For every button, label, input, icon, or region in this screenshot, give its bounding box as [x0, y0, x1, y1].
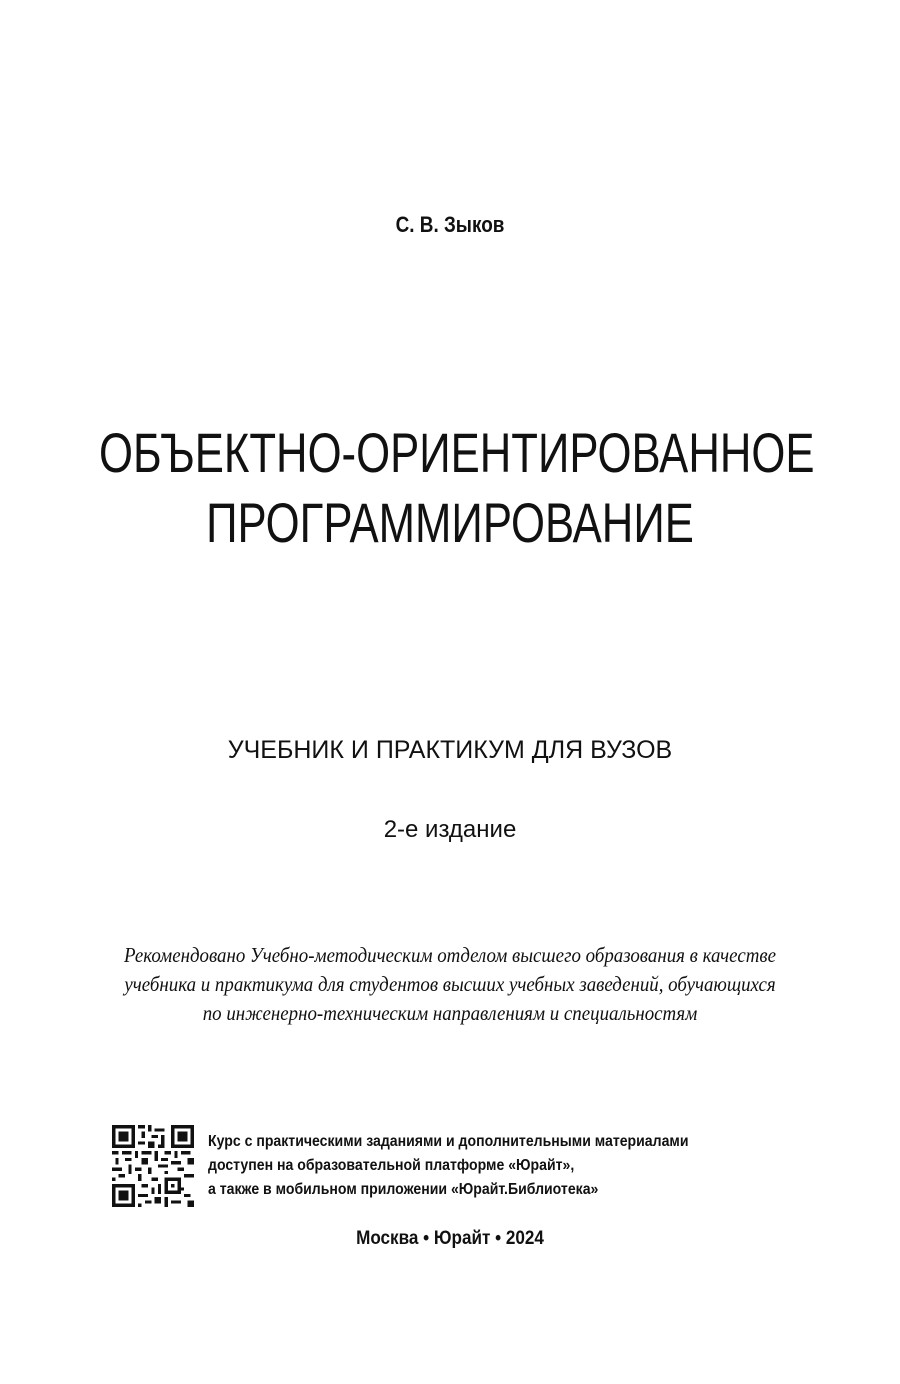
book-title-line-2: ПРОГРАММИРОВАНИЕ	[206, 491, 694, 554]
author-name: С. В. Зыков	[395, 212, 505, 237]
recommendation-line-2: учебника и практикума для студентов высших учебных заведений, обучающихся	[124, 972, 776, 996]
recommendation-line-3: по инженерно-техническим направлениям и специальностям	[202, 1001, 698, 1025]
book-subtitle: УЧЕБНИК И ПРАКТИКУМ ДЛЯ ВУЗОВ	[227, 736, 673, 764]
course-info-line-1: Курс с практическими заданиями и дополнительными материалами	[208, 1133, 689, 1150]
course-info-line-2: доступен на образовательной платформе «Юрайт»,	[208, 1157, 575, 1174]
book-title-line-1: ОБЪЕКТНО-ОРИЕНТИРОВАННОЕ	[99, 421, 815, 484]
recommendation-line-1: Рекомендовано Учебно-методическим отделом высшего образования в качестве	[124, 943, 776, 967]
course-info	[208, 1130, 688, 1202]
qr-code-icon[interactable]	[112, 1125, 194, 1207]
book-title	[0, 418, 900, 558]
course-info-line-3: а также в мобильном приложении «Юрайт.Библиотека»	[208, 1181, 599, 1198]
recommendation-text	[0, 941, 900, 1028]
edition-label: 2-е издание	[383, 816, 517, 843]
publisher-imprint: Москва • Юрайт • 2024	[356, 1228, 544, 1249]
